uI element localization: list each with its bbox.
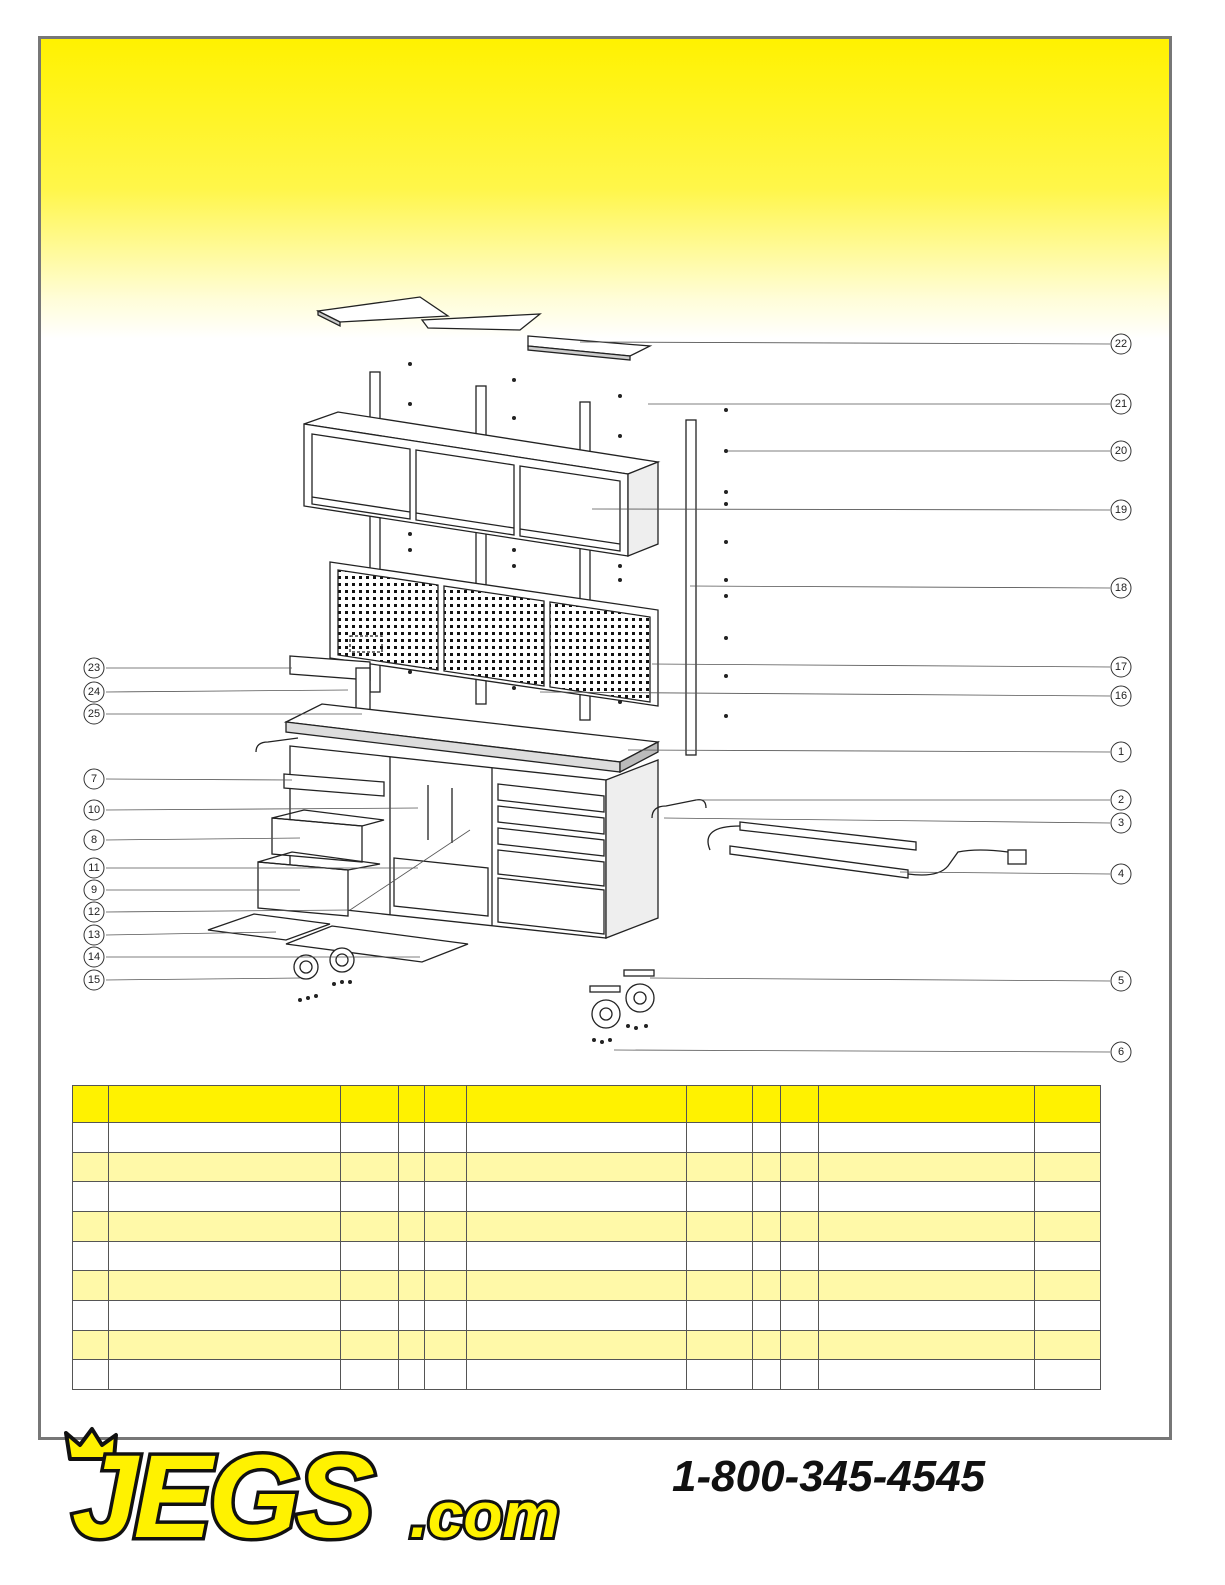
table-row [73,1182,1101,1212]
table-cell [109,1271,341,1301]
table-row [73,1330,1101,1360]
callout-label-6: 6 [1117,1046,1125,1058]
table-cell [73,1182,109,1212]
table-cell [425,1241,467,1271]
table-cell [781,1360,819,1390]
led-light-bar [708,822,1026,878]
col-header [399,1086,425,1123]
table-cell [819,1241,1035,1271]
table-cell [341,1360,399,1390]
callout-label-25: 25 [87,708,101,720]
table-cell [819,1211,1035,1241]
table-cell [687,1211,753,1241]
table-cell [425,1152,467,1182]
table-cell [781,1241,819,1271]
table-cell [781,1271,819,1301]
col-header [1035,1086,1101,1123]
callout-label-19: 19 [1114,504,1128,516]
table-cell [781,1211,819,1241]
table-row [73,1271,1101,1301]
callout-label-20: 20 [1114,445,1128,457]
table-cell [687,1300,753,1330]
table-cell [753,1241,781,1271]
table-cell [425,1360,467,1390]
table-cell [781,1300,819,1330]
col-header [819,1086,1035,1123]
table-cell [687,1123,753,1153]
col-header [687,1086,753,1123]
callout-label-4: 4 [1117,868,1125,880]
callout-label-2: 2 [1117,794,1125,806]
table-cell [425,1182,467,1212]
table-cell [341,1300,399,1330]
table-cell [341,1211,399,1241]
table-cell [467,1211,687,1241]
table-cell [687,1271,753,1301]
col-header [73,1086,109,1123]
upper-wall-cabinet [304,412,658,574]
table-cell [819,1182,1035,1212]
col-header [425,1086,467,1123]
table-cell [73,1360,109,1390]
table-cell [399,1152,425,1182]
table-cell [425,1330,467,1360]
table-cell [687,1182,753,1212]
callout-label-21: 21 [1114,398,1128,410]
table-cell [109,1123,341,1153]
table-cell [109,1152,341,1182]
table-cell [399,1123,425,1153]
jegs-logo [58,1425,578,1565]
callout-label-23: 23 [87,662,101,674]
callout-label-5: 5 [1117,975,1125,987]
callout-label-16: 16 [1114,690,1128,702]
callout-label-3: 3 [1117,817,1125,829]
table-cell [687,1241,753,1271]
table-row [73,1152,1101,1182]
casters-locking [590,970,654,1028]
table-cell [425,1300,467,1330]
callout-label-24: 24 [87,686,101,698]
table-cell [819,1152,1035,1182]
table-cell [819,1330,1035,1360]
table-cell [1035,1241,1101,1271]
table-row [73,1211,1101,1241]
phone-number: 1-800-345-4545 [672,1452,986,1501]
table-cell [399,1300,425,1330]
table-cell [1035,1211,1101,1241]
table-cell [109,1211,341,1241]
table-cell [467,1123,687,1153]
table-cell [109,1241,341,1271]
table-cell [467,1330,687,1360]
parts-list-table [72,1085,1101,1390]
table-cell [819,1300,1035,1330]
table-cell [341,1123,399,1153]
callout-label-8: 8 [90,834,98,846]
table-cell [687,1360,753,1390]
callout-label-15: 15 [87,974,101,986]
col-header [753,1086,781,1123]
table-cell [1035,1123,1101,1153]
table-cell [425,1123,467,1153]
table-cell [753,1271,781,1301]
col-header [781,1086,819,1123]
table-cell [753,1123,781,1153]
table-row [73,1360,1101,1390]
table-cell [73,1123,109,1153]
callout-label-7: 7 [90,773,98,785]
table-cell [109,1300,341,1330]
table-cell [399,1330,425,1360]
table-cell [753,1211,781,1241]
table-cell [399,1182,425,1212]
table-cell [1035,1271,1101,1301]
table-cell [73,1271,109,1301]
table-cell [1035,1300,1101,1330]
callout-markers-left [84,658,104,990]
parts-table-header [73,1086,1101,1123]
table-cell [341,1241,399,1271]
table-cell [753,1360,781,1390]
callout-label-9: 9 [90,884,98,896]
col-header [467,1086,687,1123]
table-cell [73,1300,109,1330]
table-cell [687,1330,753,1360]
table-cell [341,1182,399,1212]
col-header [341,1086,399,1123]
table-cell [467,1182,687,1212]
table-cell [1035,1152,1101,1182]
callout-label-22: 22 [1114,338,1128,350]
table-cell [109,1182,341,1212]
callout-label-1: 1 [1117,746,1125,758]
table-cell [1035,1182,1101,1212]
table-cell [73,1330,109,1360]
col-header [109,1086,341,1123]
table-row [73,1241,1101,1271]
table-cell [819,1360,1035,1390]
table-cell [425,1211,467,1241]
callout-label-18: 18 [1114,582,1128,594]
table-cell [753,1152,781,1182]
table-cell [399,1211,425,1241]
table-cell [753,1182,781,1212]
table-cell [781,1152,819,1182]
table-row [73,1123,1101,1153]
logo-domain: .com [410,1479,560,1551]
table-cell [341,1152,399,1182]
table-cell [73,1152,109,1182]
table-cell [687,1152,753,1182]
table-cell [425,1271,467,1301]
table-cell [1035,1360,1101,1390]
table-cell [753,1330,781,1360]
table-cell [819,1123,1035,1153]
table-cell [399,1241,425,1271]
table-cell [73,1211,109,1241]
callout-label-13: 13 [87,929,101,941]
table-row [73,1300,1101,1330]
table-cell [1035,1330,1101,1360]
casters-small [294,948,354,979]
table-cell [467,1271,687,1301]
top-shelf-panels [318,297,650,360]
table-cell [109,1360,341,1390]
pegboard-panel [330,562,658,706]
table-cell [753,1300,781,1330]
table-cell [781,1182,819,1212]
table-cell [819,1271,1035,1301]
table-cell [341,1271,399,1301]
table-cell [399,1360,425,1390]
callout-label-10: 10 [87,804,101,816]
callout-markers-right [1111,334,1131,1062]
table-cell [781,1123,819,1153]
callout-label-17: 17 [1114,661,1128,673]
table-cell [73,1241,109,1271]
table-cell [341,1330,399,1360]
table-cell [399,1271,425,1301]
callout-label-11: 11 [88,862,100,874]
table-cell [467,1241,687,1271]
logo-wordmark: JEGS [72,1431,371,1563]
table-cell [781,1330,819,1360]
table-cell [467,1360,687,1390]
table-cell [467,1300,687,1330]
callout-label-12: 12 [87,906,101,918]
table-cell [467,1152,687,1182]
callout-label-14: 14 [87,951,101,963]
table-cell [109,1330,341,1360]
